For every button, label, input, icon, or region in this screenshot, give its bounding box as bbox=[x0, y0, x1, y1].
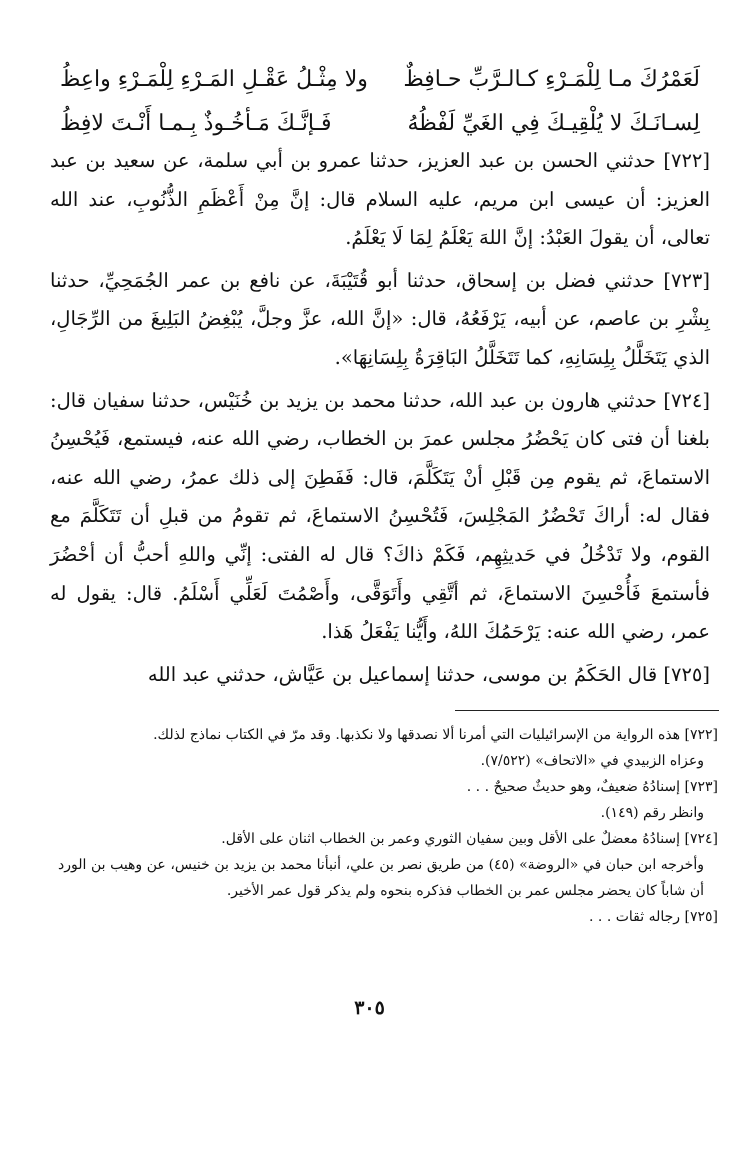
footnote-724: [٧٢٤] إسنادُهُ معضلٌ على الأقل وبين سفيان الثوري وعمر بن الخطاب اثنان على الأقل. bbox=[221, 831, 718, 847]
footnote-723: [٧٢٣] إسنادُهُ ضعيفٌ، وهو حديثٌ صحيحٌ . . . bbox=[466, 779, 718, 795]
footnote-723-see-also: وانظر رقم (١٤٩). bbox=[600, 805, 704, 821]
footnote-722-source: وعزاه الزبيدي في «الاتحاف» (٧/٥٢٢). bbox=[480, 753, 704, 769]
verse-second-hemistich: فَـإنَّـكَ مَـأخُـوذٌ بِـمـا أَنْـتَ لافِظُ bbox=[60, 111, 332, 136]
verse-line bbox=[60, 58, 700, 102]
footnote-722: [٧٢٢] هذه الرواية من الإسرائيليات التي أمرنا ألا نصدقها ولا نكذبها. وقد مرّ في الكتاب نماذج لذلك. bbox=[153, 727, 718, 743]
poetry-verses bbox=[60, 58, 700, 146]
footnote-separator bbox=[455, 710, 719, 711]
hadith-paragraph-725: [٧٢٥] قال الحَكَمُ بن موسى، حدثنا إسماعيل بن عَيَّاش، حدثني عبد الله bbox=[147, 662, 710, 686]
hadith-paragraph-724: [٧٢٤] حدثني هارون بن عبد الله، حدثنا محمد بن يزيد بن خُنَيْس، حدثنا سفيان قال: بلغنا أن فتى كان يَحْضُرُ مجلس عمرَ بن الخطاب، رضي الله عنه، فيستمع، فَيُحْسِنُ الاستماعَ، ثم يقوم مِن قَبْلِ أنْ يَتَكَلَّمَ، قال: فَفَطِنَ إلى ذلك عمرُ، رضي الله عنه، فقال له: أراكَ تَحْضُرُ المَجْلِسَ، فَتُحْسِنُ الاستماعَ، ثم تقومُ من قبلِ أن تَتَكَلَّمَ مع القوم، ولا تَدْخُلُ في حَديثِهِم، فَكَمْ ذاكَ؟ قال له الفتى: إنِّي واللهِ أحبُّ أن أحْضُرَ فأستمعَ فَأُحْسِنَ الاستماعَ، ثم أتَّقِي وأَتَوَقَّى، وأَصْمُتَ لَعَلِّي أَسْلَمُ. قال: يقول له عمر، رضي الله عنه: يَرْحَمُكَ اللهُ، وأَيُّنا يَفْعَلُ هَذا. bbox=[50, 388, 710, 644]
footnote-725: [٧٢٥] رجاله ثقات . . . bbox=[589, 909, 718, 925]
verse-first-hemistich: لِسـانَـكَ لا يُلْقِيـكَ فِي الغَيِّ لَفْظُهُ bbox=[407, 111, 700, 136]
verse-line bbox=[60, 102, 700, 146]
hadith-paragraph-723: [٧٢٣] حدثني فضل بن إسحاق، حدثنا أبو قُتَيْبَةَ، عن نافع بن عمر الجُمَحِيِّ، حدثنا بِشْرِ بن عاصم، عن أبيه، يَرْفَعُهُ، قال: «إنَّ الله، عزَّ وجلَّ، يُبْغِضُ البَلِيغَ من الرِّجَالِ، الذي يَتَخَلَّلُ بِلِسَانِهِ، كما تَتَخَلَّلُ البَاقِرَةُ بِلِسَانِهَا». bbox=[50, 268, 710, 369]
footnote-724-source: وأخرجه ابن حبان في «الروضة» (٤٥) من طريق نصر بن علي، أنبأنا محمد بن يزيد بن خنيس، عن وهيب بن الورد أن شاباً كان يحضر مجلس عمر بن الخطاب فذكره بنحوه ولم يذكر قول عمر الأخير. bbox=[58, 857, 704, 899]
page-number: ٣٠٥ bbox=[354, 997, 385, 1019]
hadith-paragraph-722: [٧٢٢] حدثني الحسن بن عبد العزيز، حدثنا عمرو بن أبي سلمة، عن سعيد بن عبد العزيز: أن عيسى ابن مريم، عليه السلام قال: إنَّ مِنْ أَعْظَمِ الذُّنُوبِ، عند الله تعالى، أن يقولَ العَبْدُ: إنَّ اللهَ يَعْلَمُ لِمَا لَا يَعْلَمُ. bbox=[50, 149, 710, 250]
verse-second-hemistich: ولا مِثْـلُ عَقْـلِ المَـرْءِ لِلْمَـرْءِ واعِظُ bbox=[60, 67, 368, 92]
verse-first-hemistich: لَعَمْرُكَ مـا لِلْمَـرْءِ كـالـرَّبِّ حـافِظٌ bbox=[403, 67, 700, 92]
footnotes bbox=[58, 722, 718, 930]
main-text bbox=[50, 142, 710, 698]
